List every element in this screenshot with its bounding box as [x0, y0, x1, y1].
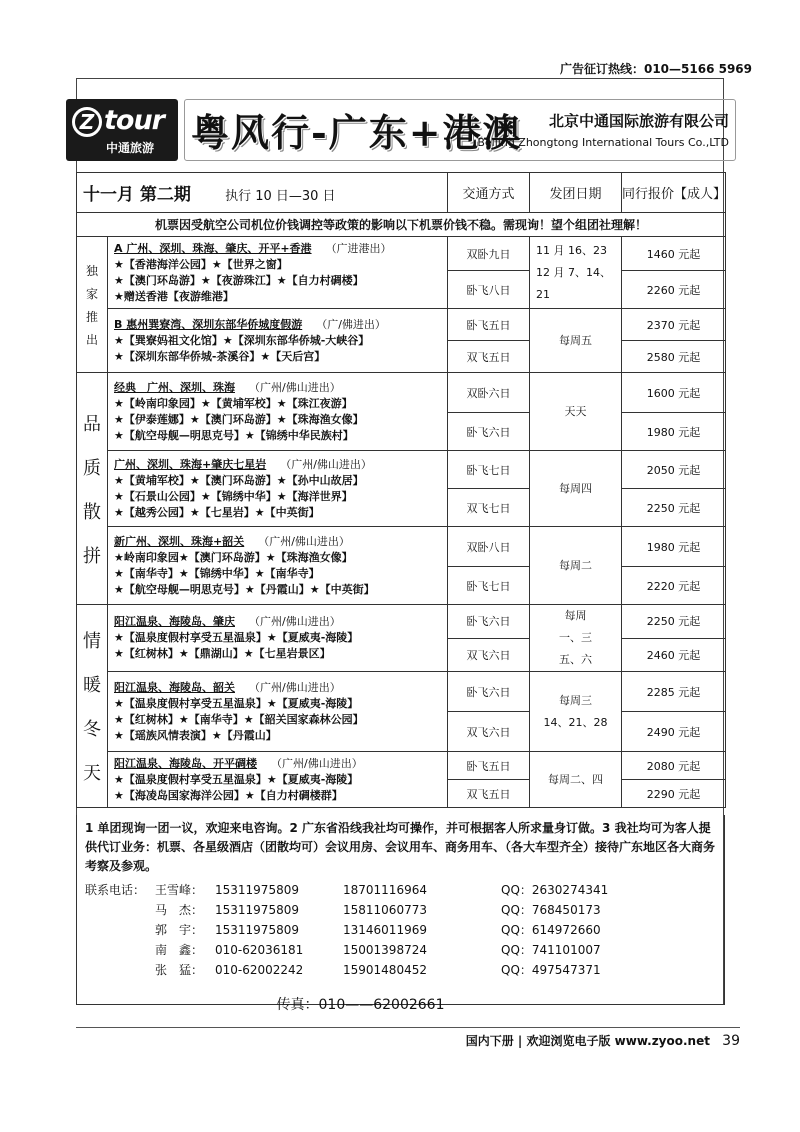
transport: 双飞五日: [448, 780, 530, 808]
transport: 双飞七日: [448, 489, 530, 527]
transport: 卧飞七日: [448, 451, 530, 489]
page-number: 39: [722, 1033, 740, 1049]
category-exclusive: 独 家 推 出: [77, 237, 108, 373]
logo-cn: 中通旅游: [106, 141, 155, 155]
price: 2220 元起: [622, 567, 726, 605]
departure-dates: 每周五: [530, 309, 622, 373]
logo-text: tour: [104, 105, 164, 136]
z-logo-icon: Z: [72, 107, 102, 137]
price: 2580 元起: [622, 341, 726, 373]
price: 2370 元起: [622, 309, 726, 341]
tour-table: [76, 172, 726, 808]
ad-hotline: 广告征订热线：010—5166 5969: [559, 62, 752, 76]
contact-row: 郭 宇： 15311975809 13146011969 QQ：614972660: [155, 923, 601, 937]
category-winter: 情 暖 冬 天: [77, 605, 108, 808]
price: 1460 元起: [622, 237, 726, 271]
transport: 卧飞六日: [448, 413, 530, 451]
header: [66, 99, 736, 161]
bottom-bar: [76, 1032, 740, 1049]
departure-dates: 每周二: [530, 527, 622, 605]
col-date: 发团日期: [530, 173, 622, 213]
contact-row: 马 杰： 15311975809 15811060773 QQ：768450173: [155, 903, 601, 917]
route-a: A 广州、深圳、珠海、肇庆、开平+香港 （广进港出） ★【香港海洋公园】★【世界之窗】 ★【澳门环岛游】★【夜游珠江】★【自力村碉楼】 ★赠送香港【夜游维港】: [108, 237, 448, 309]
contact-row: 南 鑫： 010-62036181 15001398724 QQ：741101007: [155, 943, 601, 957]
transport: 双飞六日: [448, 638, 530, 672]
fax-number: 传真：010——62002661: [276, 997, 445, 1013]
service-note: 1 单团现询一团一议，欢迎来电咨询。2 广东省沿线我社均可操作，并可根据客人所求量身订做。3 我社均可为客人提供代订业务：机票、各星级酒店（团散均可）会议用房、会议用车、商务用车、（各大车型齐全）接待广东地区各大商务考察及参观。: [85, 821, 716, 873]
transport: 卧飞五日: [448, 309, 530, 341]
exec-period: 执行 10 日—30 日: [225, 189, 336, 204]
price: 2080 元起: [622, 752, 726, 780]
col-price: 同行报价【成人】: [622, 173, 726, 213]
ztour-logo: [66, 99, 178, 161]
route-yangjiang-shaoguan: 阳江温泉、海陵岛、韶关 （广州/佛山进出） ★【温泉度假村享受五星温泉】★【夏威夷-海陵】 ★【红树林】★【南华寺】★【韶关国家森林公园】 ★【瑶族风情表演】★【丹霞山】: [108, 672, 448, 752]
price: 1600 元起: [622, 373, 726, 413]
departure-dates: 每周二、四: [530, 752, 622, 808]
page-title: 粤风行-广东+港澳: [191, 110, 523, 155]
transport: 双飞五日: [448, 341, 530, 373]
route-yangjiang-zhaoqing: 阳江温泉、海陵岛、肇庆 （广州/佛山进出） ★【温泉度假村享受五星温泉】★【夏威夷-海陵】 ★【红树林】★【鼎湖山】★【七星岩景区】: [108, 605, 448, 672]
route-yangjiang-kaiping: 阳江温泉、海陵岛、开平碉楼 （广州/佛山进出） ★【温泉度假村享受五星温泉】★【夏威夷-海陵】 ★【海凌岛国家海洋公园】★【自力村碉楼群】: [108, 752, 448, 808]
departure-dates: 每周四: [530, 451, 622, 527]
route-shaoguan: 新广州、深圳、珠海+韶关 （广州/佛山进出） ★岭南印象园★【澳门环岛游】★【珠海渔女像】 ★【南华寺】★【锦绣中华】★【南华寺】 ★【航空母舰—明思克号】★【丹霞山】★【中英街】: [108, 527, 448, 605]
contact-label: 联系电话：: [85, 883, 146, 897]
transport: 卧飞六日: [448, 672, 530, 712]
contact-row: 联系电话： 王雪峰： 15311975809 18701116964 QQ：2630274341: [85, 880, 716, 900]
price: 2290 元起: [622, 780, 726, 808]
category-quality: 品 质 散 拼: [77, 373, 108, 605]
route-zhaoqing: 广州、深圳、珠海+肇庆七星岩 （广州/佛山进出） ★【黄埔军校】★【澳门环岛游】★【孙中山故居】 ★【石景山公园】★【锦绣中华】★【海洋世界】 ★【越秀公园】★【七星岩】★【中英街】: [108, 451, 448, 527]
route-classic: 经典 广州、深圳、珠海 （广州/佛山进出） ★【岭南印象园】★【黄埔军校】★【珠江夜游】 ★【伊泰莲娜】★【澳门环岛游】★【珠海渔女像】 ★【航空母舰—明思克号】★【锦绣中华民族村】: [108, 373, 448, 451]
price: 2050 元起: [622, 451, 726, 489]
footer-notes: [76, 815, 725, 1013]
price: 2460 元起: [622, 638, 726, 672]
price-notice: 机票因受航空公司机位价钱调控等政策的影响以下机票价钱不稳。需现询！望个组团社理解！: [77, 213, 726, 237]
price: 2490 元起: [622, 712, 726, 752]
contact-list: [85, 880, 716, 980]
table-header: [77, 173, 726, 213]
transport: 双飞六日: [448, 712, 530, 752]
transport: 双卧八日: [448, 527, 530, 567]
price: 1980 元起: [622, 527, 726, 567]
contact-row: 张 猛： 010-62002242 15901480452 QQ：497547371: [155, 963, 601, 977]
departure-dates: 11 月 16、23 12 月 7、14、 21: [530, 237, 622, 309]
departure-dates: 每周 一、三 五、六: [530, 605, 622, 672]
price: 1980 元起: [622, 413, 726, 451]
transport: 双卧六日: [448, 373, 530, 413]
price: 2285 元起: [622, 672, 726, 712]
bottom-text: 国内下册 | 欢迎浏览电子版 www.zyoo.net: [465, 1034, 710, 1048]
bottom-rule: [76, 1027, 740, 1028]
transport: 卧飞五日: [448, 752, 530, 780]
company-name-en: Beijing Zhongtong International Tours Co.,LTD: [477, 136, 729, 149]
title-banner: [184, 99, 736, 161]
col-transport: 交通方式: [448, 173, 530, 213]
issue-label: 十一月 第二期: [83, 185, 191, 205]
departure-dates: 天天: [530, 373, 622, 451]
transport: 卧飞六日: [448, 605, 530, 639]
price: 2250 元起: [622, 605, 726, 639]
transport: 卧飞七日: [448, 567, 530, 605]
transport: 卧飞八日: [448, 271, 530, 309]
transport: 双卧九日: [448, 237, 530, 271]
price: 2250 元起: [622, 489, 726, 527]
company-name: 北京中通国际旅游有限公司: [548, 112, 729, 130]
route-b: B 惠州巽寮湾、深圳东部华侨城度假游 （广/佛进出） ★【巽寮妈祖文化馆】★【深圳东部华侨城-大峡谷】 ★【深圳东部华侨城-茶溪谷】★【天后宫】: [108, 309, 448, 373]
departure-dates: 每周三 14、21、28: [530, 672, 622, 752]
price: 2260 元起: [622, 271, 726, 309]
